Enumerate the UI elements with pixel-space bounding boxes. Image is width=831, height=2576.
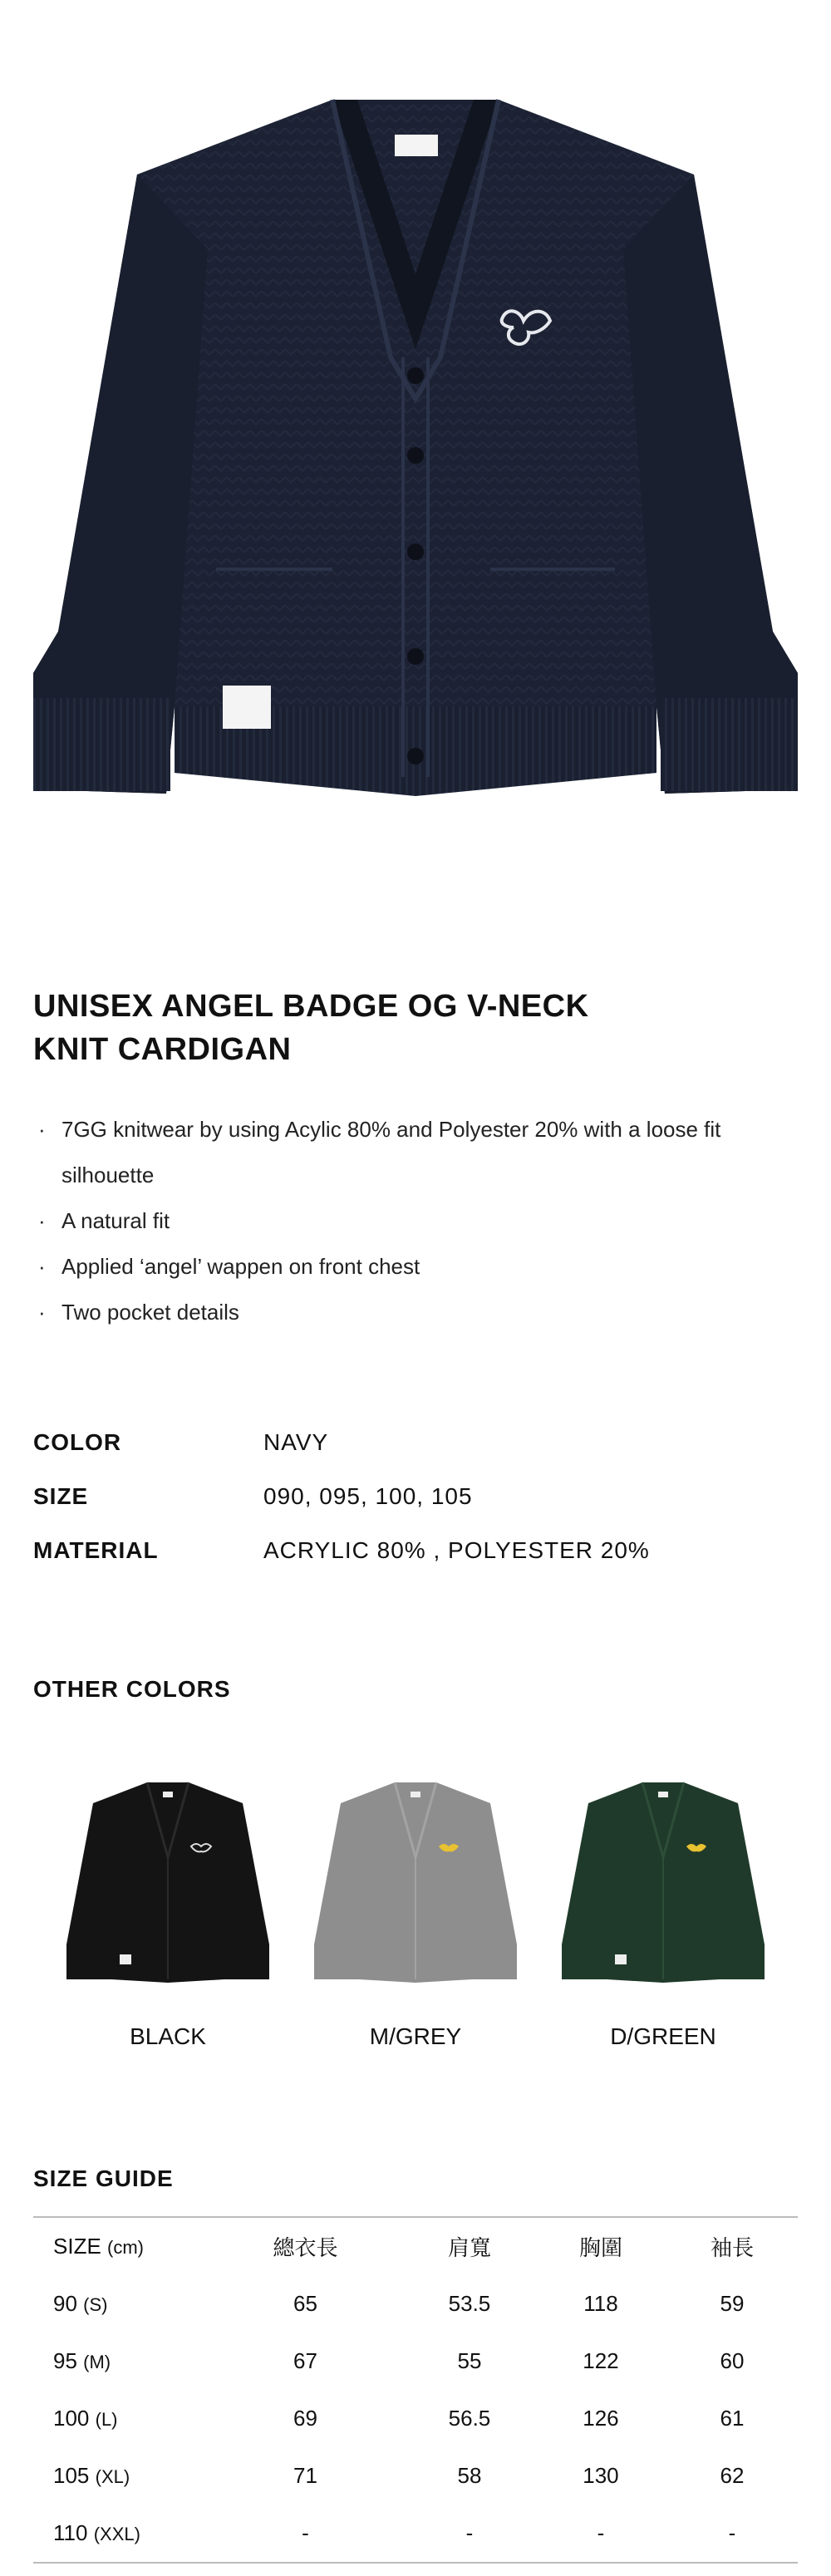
size-code: (XXL) (93, 2524, 140, 2544)
feature-text: Two pocket details (61, 1300, 239, 1325)
table-cell: - (597, 2520, 605, 2545)
size-cell (33, 2505, 207, 2563)
table-cell: 53.5 (448, 2291, 491, 2316)
table-cell: 59 (720, 2291, 745, 2316)
spec-label: COLOR (33, 1429, 122, 1455)
table-cell: - (465, 2520, 474, 2545)
column-unit: (cm) (107, 2237, 145, 2258)
cardigan-thumbnail (547, 1762, 779, 1994)
table-cell: 60 (720, 2348, 745, 2373)
spec-label: SIZE (33, 1483, 89, 1509)
size-number: 110 (53, 2520, 88, 2545)
table-cell: 69 (293, 2406, 317, 2431)
table-cell: 126 (583, 2406, 619, 2431)
column-header-length: 總衣長 (273, 2235, 338, 2260)
table-cell: 55 (457, 2348, 482, 2373)
table-row (33, 2275, 798, 2333)
color-name: M/GREY (369, 2023, 462, 2049)
navy-cardigan-image (0, 0, 831, 831)
product-title: UNISEX ANGEL BADGE OG V-NECK KNIT CARDIGAN (33, 989, 589, 1067)
color-option-black[interactable] (52, 1762, 284, 2069)
table-header-row (33, 2217, 798, 2275)
table-cell: 118 (583, 2291, 618, 2316)
spec-value: ACRYLIC 80% , POLYESTER 20% (263, 1537, 650, 1563)
feature-text: A natural fit (61, 1208, 170, 1233)
size-cell (33, 2390, 207, 2447)
table-row (33, 2447, 798, 2505)
spec-value: NAVY (263, 1429, 329, 1455)
table-cell: 130 (583, 2463, 619, 2488)
size-number: 105 (53, 2463, 90, 2488)
table-cell: 122 (583, 2348, 619, 2373)
column-header-size (33, 2217, 207, 2275)
size-number: 100 (53, 2406, 90, 2431)
bullet-icon: · (38, 1208, 46, 1233)
spec-label: MATERIAL (33, 1537, 159, 1563)
size-cell (33, 2275, 207, 2333)
column-label: SIZE (53, 2234, 101, 2259)
size-cell (33, 2333, 207, 2390)
table-cell: 56.5 (448, 2406, 491, 2431)
size-guide-table (33, 2216, 798, 2564)
feature-item (33, 1198, 781, 1244)
size-number: 95 (53, 2348, 77, 2373)
color-name: BLACK (130, 2023, 206, 2049)
feature-item (33, 1290, 781, 1335)
size-code: (L) (95, 2409, 118, 2430)
size-number: 90 (53, 2291, 77, 2316)
bullet-icon: · (38, 1254, 46, 1279)
size-guide-heading: SIZE GUIDE (33, 2166, 174, 2191)
spec-row-color (33, 1429, 781, 1483)
size-code: (S) (83, 2294, 108, 2315)
table-cell: - (728, 2520, 736, 2545)
column-header-sleeve: 袖長 (710, 2235, 754, 2260)
color-option-green[interactable] (547, 1762, 779, 2069)
feature-text: Applied ‘angel’ wappen on front chest (61, 1254, 420, 1279)
cardigan-thumbnail (52, 1762, 284, 1994)
size-code: (XL) (95, 2466, 130, 2487)
table-row (33, 2390, 798, 2447)
table-row (33, 2505, 798, 2563)
column-header-chest: 胸圍 (578, 2235, 622, 2260)
color-option-grey[interactable] (299, 1762, 532, 2069)
bullet-icon: · (38, 1117, 46, 1142)
column-header-shoulder: 肩寬 (447, 2235, 491, 2260)
feature-item (33, 1107, 781, 1198)
product-image (0, 0, 831, 831)
size-cell (33, 2447, 207, 2505)
table-cell: 71 (293, 2463, 317, 2488)
spec-list (33, 1429, 781, 1591)
color-name: D/GREEN (610, 2023, 716, 2049)
table-cell: 65 (293, 2291, 317, 2316)
size-code: (M) (83, 2352, 111, 2372)
bullet-icon: · (38, 1300, 46, 1325)
table-cell: 67 (293, 2348, 317, 2373)
table-cell: 61 (720, 2406, 745, 2431)
other-colors-list (0, 1762, 831, 2069)
spec-row-material (33, 1537, 781, 1591)
feature-text: 7GG knitwear by using Acylic 80% and Polyester 20% with a loose fit silhouette (61, 1117, 721, 1187)
table-cell: - (302, 2520, 309, 2545)
feature-item (33, 1244, 781, 1290)
table-cell: 62 (720, 2463, 745, 2488)
other-colors-heading: OTHER COLORS (33, 1676, 231, 1702)
table-row (33, 2333, 798, 2390)
feature-list (33, 1107, 781, 1335)
spec-row-size (33, 1483, 781, 1537)
table-cell: 58 (457, 2463, 482, 2488)
spec-value: 090, 095, 100, 105 (263, 1483, 473, 1509)
cardigan-thumbnail (299, 1762, 532, 1994)
